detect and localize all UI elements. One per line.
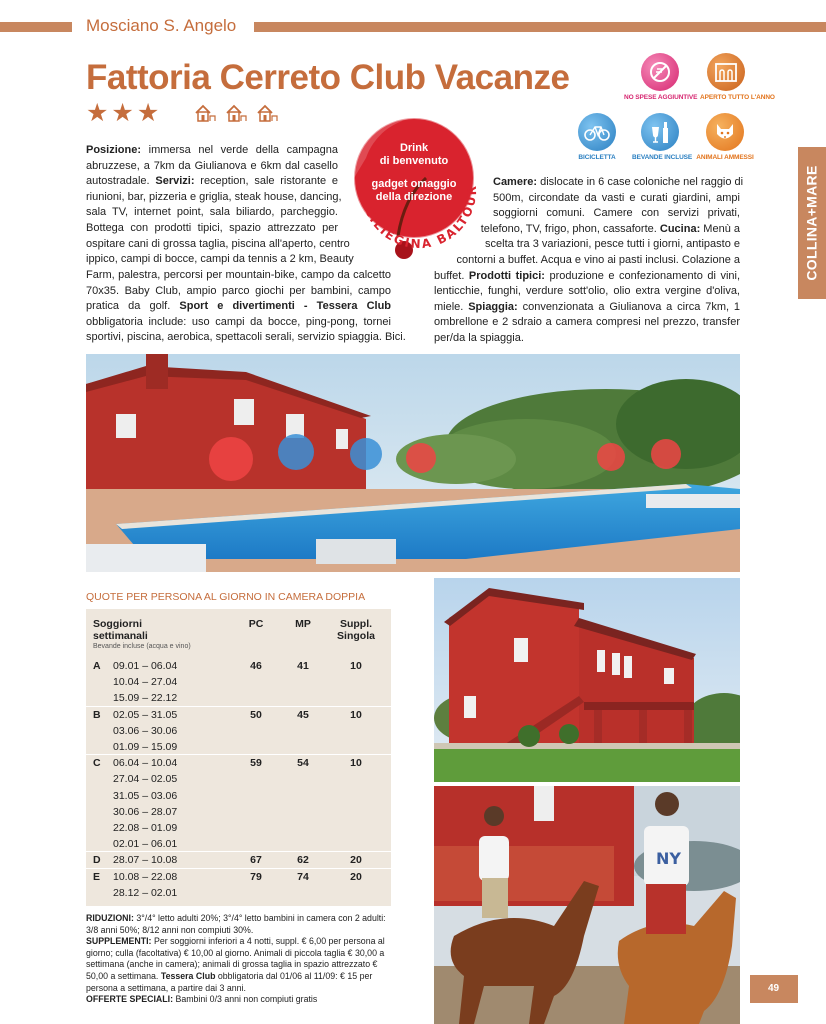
text-line: ospitare cani di grossa taglia, piscina all'aperto, centro	[86, 237, 350, 250]
badge-bicycle: BICICLETTA	[574, 113, 620, 162]
category-side-tab: COLLINA+MARE	[798, 147, 826, 299]
text-line: ippico, campi di bocce, campi da tennis a 2 km, Beauty	[86, 253, 354, 266]
price-cell-pc: 59	[250, 757, 262, 770]
price-table-title: QUOTE PER PERSONA AL GIORNO IN CAMERA DOPPIA	[86, 591, 366, 603]
price-cell-date: 28.12 – 02.01	[113, 886, 178, 899]
price-cell-mp: 74	[297, 870, 309, 883]
price-cell-s: 10	[350, 708, 362, 721]
header-bar-left	[0, 22, 72, 32]
farmhouse-photo	[434, 578, 740, 782]
badge-drinks: BEVANDE INCLUSE	[632, 113, 688, 162]
text-line: obbligatoria include: uso campi da bocce, ping-pong, tornei	[86, 315, 391, 328]
open-all-year-icon	[707, 53, 745, 91]
col-header-pc: PC	[248, 618, 264, 630]
special-offers-note: OFFERTE SPECIALI: Bambini 0/3 anni non compiuti gratis	[86, 994, 318, 1005]
star-rating: ★★★	[86, 99, 163, 127]
badge-no-fees: NO SPESE AGGIUNTIVE	[628, 53, 692, 102]
price-row	[86, 804, 391, 820]
price-cell-date: 30.06 – 28.07	[113, 805, 178, 818]
price-cell-date: 10.08 – 22.08	[113, 870, 178, 883]
badge-pets: ANIMALI AMMESSI	[695, 113, 755, 162]
price-cell-date: 22.08 – 01.09	[113, 822, 178, 834]
page-number: 49	[750, 975, 798, 1003]
pets-icon	[706, 113, 744, 151]
text-line: 500m, circondate da vasti e curati giardini, ampi	[493, 191, 740, 204]
price-row	[86, 885, 391, 901]
promo-line-4: della direzione	[375, 191, 453, 203]
price-cell-pc: 46	[250, 660, 262, 672]
text-line: Posizione: immersa nel verde della campagna	[86, 144, 338, 156]
text-line: lenticchie, funghi, verdure sott'olio, olio extra vergine d'oliva,	[434, 285, 740, 298]
badge-open-all-year: APERTO TUTTO L'ANNO	[698, 53, 754, 102]
price-row	[86, 707, 391, 723]
price-cell-date: 02.05 – 31.05	[113, 708, 178, 721]
text-line: riunioni, bar, pizzeria e griglia, steak house, dancing,	[86, 190, 342, 203]
text-line: sportivi, piscina, aerobica, spettacoli serali, servizio spiaggia. Bici.	[86, 331, 406, 344]
svg-text:NY: NY	[656, 849, 681, 868]
supplements-note: SUPPLEMENTI: Per soggiorni inferiori a 4 notti, suppl. € 6,00 per persona al giorno; culla (facoltativa) € 10,00 al giorno. Animali di piccola taglia € 30,00 a settimana (anche in camera); animali di grossa taglia in spazio attrezzato € 50,00 a settimana. Tessera Club obbligatoria dal 01/06 al 11/09: € 15 per persona a settimana, a partire dai 3 anni.	[86, 936, 385, 993]
price-cell-s: 20	[350, 854, 362, 867]
promo-line-1: Drink	[399, 142, 429, 154]
price-row	[86, 739, 391, 755]
description-right	[434, 175, 744, 347]
price-cell-pc: 67	[250, 854, 262, 867]
price-row	[86, 771, 391, 787]
col-header-note: Bevande incluse (acqua e vino)	[93, 643, 191, 650]
bicycle-icon	[578, 113, 616, 151]
price-row	[86, 723, 391, 739]
house-icon	[194, 104, 216, 122]
horse-riding-photo	[434, 786, 740, 1024]
promo-brand: CILIEGINA BALTOUR	[362, 183, 480, 252]
price-cell-date: 15.09 – 22.12	[113, 692, 178, 705]
price-cell-letter: E	[93, 870, 101, 883]
price-cell-letter: B	[93, 708, 101, 721]
price-cell-s: 10	[350, 660, 362, 672]
text-line: Camere: dislocate in 6 case coloniche nel raggio di	[493, 176, 744, 188]
price-table	[86, 609, 391, 906]
location-label: Mosciano S. Angelo	[86, 16, 237, 35]
price-cell-mp: 45	[297, 708, 309, 721]
price-row	[86, 674, 391, 690]
price-row	[86, 869, 391, 885]
price-cell-s: 20	[350, 870, 362, 883]
price-cell-pc: 50	[250, 708, 262, 721]
text-line: soggiorni comuni. Camere con servizi privati,	[493, 207, 740, 220]
text-line: sala TV, internet point, sala biliardo, parcheggio.	[86, 206, 338, 219]
price-row	[86, 788, 391, 804]
price-cell-pc: 79	[250, 870, 262, 883]
col-header-suppl: Suppl. Singola	[337, 618, 375, 642]
text-line: miele. Spiaggia: convenzionata a Giulianova a circa 7km, 1	[434, 300, 741, 313]
price-cell-date: 31.05 – 03.06	[113, 789, 178, 802]
text-line: pratica da golf. Sport e divertimenti - Tessera Club	[86, 300, 392, 313]
drinks-icon	[641, 113, 679, 151]
text-line: Farm, palestra, percorsi per mountain-bike, campo da calcetto	[86, 269, 391, 281]
price-row	[86, 755, 391, 771]
page-title: Fattoria Cerreto Club Vacanze	[86, 58, 570, 97]
pool-photo	[86, 354, 740, 572]
text-line: per/da la spiaggia.	[434, 331, 524, 344]
description-left	[86, 143, 354, 268]
description-left-lower	[86, 268, 406, 346]
price-cell-letter: C	[93, 757, 101, 770]
text-line: telefono, TV, frigo, phon, cassaforte. Cucina: Menù a	[480, 222, 740, 235]
text-line: abruzzese, a 7km da Giulianova e 6km dal casello	[86, 159, 338, 172]
text-line: scelta tra 3 variazioni, pesce tutti i giorni, antipasto e	[485, 238, 740, 251]
text-line: buffet. Prodotti tipici: produzione e confezionamento di vini,	[434, 269, 741, 282]
price-row	[86, 820, 391, 836]
promo-line-3: gadget omaggio	[371, 178, 457, 190]
col-header-mp: MP	[295, 618, 311, 630]
house-icon	[256, 104, 278, 122]
price-cell-letter: D	[93, 854, 101, 867]
price-cell-date: 03.06 – 30.06	[113, 724, 178, 737]
price-cell-mp: 54	[297, 757, 309, 770]
price-row	[86, 836, 391, 852]
notes	[86, 913, 391, 1006]
price-row	[86, 690, 391, 706]
header-bar-right	[254, 22, 826, 32]
house-icon	[225, 104, 247, 122]
price-cell-mp: 62	[297, 854, 309, 867]
col-header-stays: Soggiorni settimanali	[93, 618, 148, 642]
price-cell-date: 10.04 – 27.04	[113, 676, 178, 689]
no-fees-icon	[641, 53, 679, 91]
price-cell-date: 09.01 – 06.04	[113, 660, 178, 672]
price-cell-date: 28.07 – 10.08	[113, 854, 178, 867]
text-line: 70x35. Baby Club, ampio parco giochi per bambini, campo	[86, 284, 391, 297]
price-row	[86, 852, 391, 868]
price-cell-s: 10	[350, 757, 362, 770]
price-cell-mp: 41	[297, 660, 309, 672]
price-cell-date: 06.04 – 10.04	[113, 757, 178, 770]
price-cell-date: 02.01 – 06.01	[113, 838, 178, 851]
text-line: Bottega con prodotti tipici, spazio attrezzato per	[86, 221, 338, 234]
price-cell-date: 01.09 – 15.09	[113, 741, 178, 753]
promo-line-2: di benvenuto	[379, 155, 449, 167]
reductions-note: RIDUZIONI: 3°/4° letto adulti 20%; 3°/4° letto bambini in camera con 2 adulti: 3/8 anni 50%; 8/12 anni non compiuti 30%.	[86, 913, 386, 935]
price-row	[86, 658, 391, 674]
price-cell-letter: A	[93, 660, 101, 672]
price-cell-date: 27.04 – 02.05	[113, 773, 178, 786]
text-line: ombrellone e 2 sdraio a camera compresi nel prezzo, transfer	[434, 316, 740, 329]
text-line: contorni a buffet. Acqua e vino ai pasti inclusi. Colazione a	[456, 253, 740, 266]
text-line: autostradale. Servizi: reception, sale ristorante e	[86, 175, 338, 188]
